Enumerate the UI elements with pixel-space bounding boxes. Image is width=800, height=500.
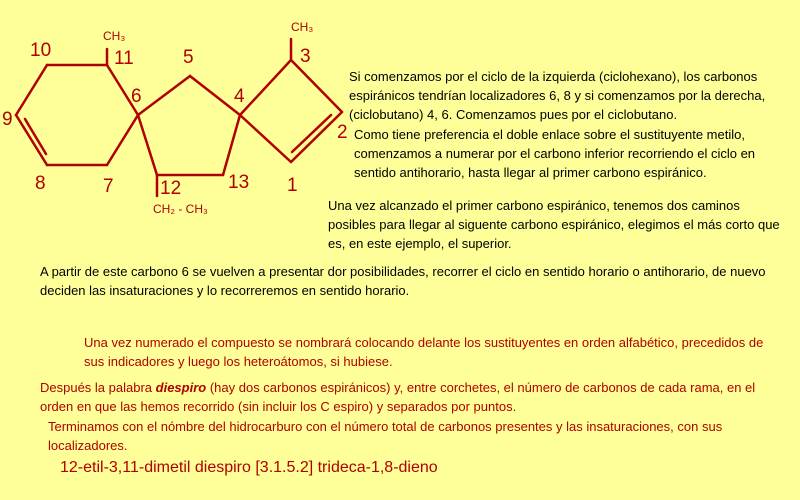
locant-10: 10 [30,40,52,61]
locant-6: 6 [131,86,142,107]
explanation-spiro-path: Una vez alcanzado el primer carbono espiránico, tenemos dos caminos posibles para llegar al siguente carbono espiránico, elegimos el más corto que es, en este ejemplo, el superior. [328,198,780,251]
explanation-double-bond: Como tiene preferencia el doble enlace sobre el sustituyente metilo, comenzamos a numerar por el carbono inferior recorriendo el ciclo en sentido antihorario, hasta llegar al primer carbono espiránico. [354,127,756,180]
locant-9: 9 [2,109,13,130]
diespiro-intro-text: Después la palabra [40,380,156,395]
bond-1-4 [240,115,291,162]
bond-5-4 [190,76,240,115]
locant-13: 13 [228,172,250,193]
bond-6-5 [138,76,190,115]
bond-2-1-double [292,115,331,152]
bond-4-3 [240,60,291,115]
locant-5: 5 [183,47,194,68]
methyl-label-11: CH₃ [103,29,126,43]
diespiro-rest-text: (hay dos carbonos espiránicos) y, entre corchetes, el número de carbonos de cada rama, en el orden en que las hemos recorrido (sin incluir los C espiro) y separados por puntos. [40,380,756,414]
bond-12-6 [138,115,157,175]
final-compound-name: 12-etil-3,11-dimetil diespiro [3.1.5.2] trideca-1,8-dieno [60,459,438,476]
explanation-ending: Terminamos con el nómbre del hidrocarburo con el número total de carbonos presentes y las insaturaciones, con sus localizadores. [48,419,723,453]
bond-4-13 [223,115,240,175]
locant-2: 2 [337,122,348,143]
bond-8-9 [16,115,47,165]
explanation-carbon-6: A partir de este carbono 6 se vuelven a presentar dor posibilidades, recorrer el ciclo en sentido horario o antihorario, de nuevo deciden las insaturaciones y lo recorreremos en sentido horario. [40,264,766,298]
bond-9-10 [16,65,47,115]
diespiro-keyword: diespiro [155,380,207,395]
bond-2-1 [291,112,342,162]
locant-8: 8 [35,173,46,194]
bond-3-2 [291,60,342,112]
locant-1: 1 [287,175,298,196]
locant-4: 4 [234,86,245,107]
bond-6-7 [107,115,138,165]
ethyl-label-12: CH₂ - CH₃ [153,202,208,216]
explanation-start-ring: Si comenzamos por el ciclo de la izquierda (ciclohexano), los carbonos espiránicos tendrían localizadores 6, 8 y si comenzamos por la derecha, (ciclobutano) 4, 6. Comenzamos pues por el ciclobutano. [349,69,766,122]
locant-11: 11 [114,48,134,69]
locant-7: 7 [103,176,114,197]
locant-12: 12 [160,178,182,199]
methyl-label-3: CH₃ [291,20,314,34]
explanation-naming: Una vez numerado el compuesto se nombrará colocando delante los sustituyentes en orden alfabético, precedidos de sus indicadores y luego los heteroátomos, si hubiese. [84,335,764,369]
locant-3: 3 [300,46,311,67]
explanation-diespiro [40,378,792,416]
